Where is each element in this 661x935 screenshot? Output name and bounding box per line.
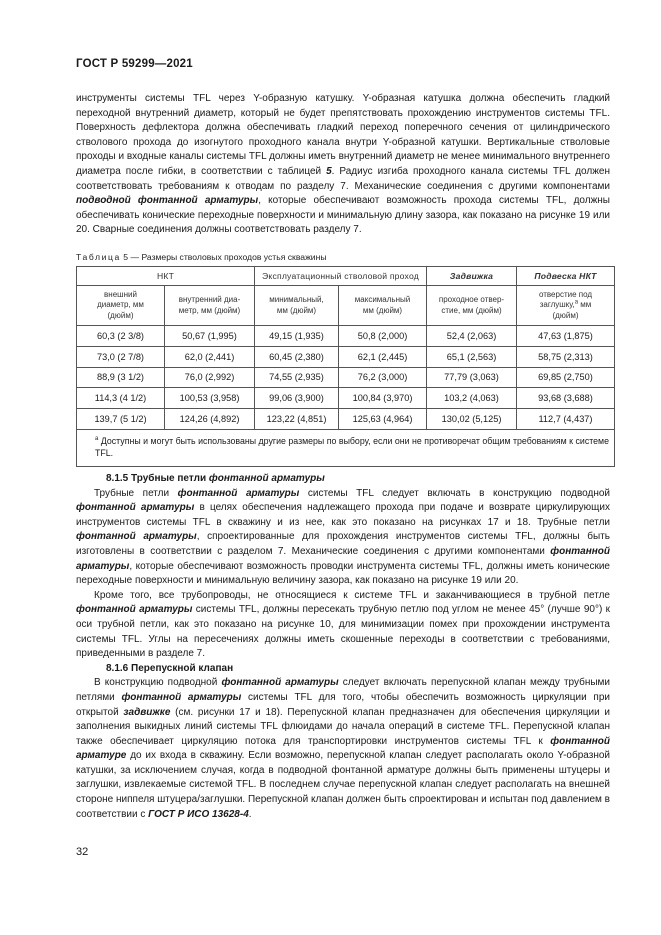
table-cell: 50,8 (2,000)	[339, 326, 427, 347]
footnote-text: Доступны и могут быть использованы другие размеры по выбору, если они не противоречат общим требованиям к системе TFL.	[95, 436, 609, 458]
table-cell: 49,15 (1,935)	[255, 326, 339, 347]
table-footnote-row	[77, 429, 615, 466]
table-cell: 60,3 (2 3/8)	[77, 326, 165, 347]
intro-text-2: . Радиус изгиба проходного канала системы TFL должен соответствовать требованиям к отводам по разделу 7. Механические соединения с другими компонентами	[76, 165, 611, 192]
table-cell: 100,53 (3,958)	[165, 388, 255, 409]
table-row	[77, 346, 615, 367]
section-heading-8-1-6: 8.1.6 Перепускной клапан	[106, 662, 234, 674]
table-reference: 5	[326, 165, 332, 177]
table-cell: 114,3 (4 1/2)	[77, 388, 165, 409]
table-cell: 50,67 (1,995)	[165, 326, 255, 347]
intro-paragraph	[76, 92, 610, 238]
table-5	[76, 266, 615, 467]
table-row	[77, 367, 615, 388]
group-production-bore: Эксплуатационный стволовой проход	[255, 267, 427, 286]
table-cell: 93,68 (3,688)	[517, 388, 615, 409]
table-cell: 73,0 (2 7/8)	[77, 346, 165, 367]
table-cell: 112,7 (4,437)	[517, 409, 615, 430]
table-cell: 52,4 (2,063)	[427, 326, 517, 347]
document-header: ГОСТ Р 59299—2021	[76, 58, 193, 70]
table-caption	[76, 252, 327, 262]
table-cell: 74,55 (2,935)	[255, 367, 339, 388]
page-number: 32	[76, 846, 89, 858]
table-row	[77, 388, 615, 409]
table-cell: 65,1 (2,563)	[427, 346, 517, 367]
table-cell: 62,0 (2,441)	[165, 346, 255, 367]
table-cell: 69,85 (2,750)	[517, 367, 615, 388]
table-cell: 58,75 (2,313)	[517, 346, 615, 367]
table-cell: 123,22 (4,851)	[255, 409, 339, 430]
table-cell: 103,2 (4,063)	[427, 388, 517, 409]
section-heading-8-1-5: 8.1.5 Трубные петли фонтанной арматуры	[106, 473, 325, 484]
col-minimum: минимальный, мм (дюйм)	[255, 286, 339, 326]
table-cell: 62,1 (2,445)	[339, 346, 427, 367]
table-cell: 99,06 (3,900)	[255, 388, 339, 409]
table-cell: 100,84 (3,970)	[339, 388, 427, 409]
table-cell: 124,26 (4,892)	[165, 409, 255, 430]
intro-text-3: , которые обеспечивают возможность прохода системы TFL, должны обеспечивать конические переходные поверхности и минимальную длину зазора, как показано на рисунке 19 или 20. Сварные соединения должны соответствовать разделу 7.	[76, 195, 610, 236]
paragraph: Кроме того, все трубопроводы, не относящиеся к системе TFL и заканчивающиеся в трубной петле фонтанной арматуры системы TFL, должны пересекать трубную петлю под углом не менее 45° (лучше 90°) к оси трубной петли, как это показано на рисунке 10, для минимизации помех при прохождении инструмента системы TFL. Углы на пересечениях должны иметь скошенные переходы в соответствии с требованиями, приведенными в разделе 7.	[76, 589, 611, 660]
table-group-header-row	[77, 267, 615, 286]
caption-text: 5 — Размеры стволовых проходов устья скважины	[120, 252, 327, 262]
table-cell: 88,9 (3 1/2)	[77, 367, 165, 388]
caption-prefix: Таблица	[76, 252, 121, 262]
table-cell: 130,02 (5,125)	[427, 409, 517, 430]
col-inner-diameter: внутренний диа- метр, мм (дюйм)	[165, 286, 255, 326]
col-bore-opening: проходное отвер- стие, мм (дюйм)	[427, 286, 517, 326]
col-outer-diameter: внешний диаметр, мм (дюйм)	[77, 286, 165, 326]
col-maximum: максимальный мм (дюйм)	[339, 286, 427, 326]
intro-text-1: инструменты системы TFL через Y-образную катушку. Y-образная катушка должна обеспечить гладкий переходной внутренний диаметр, который не будет препятствовать прохождению инструментов системы TFL. Поверхность дефлектора должна обеспечивать гладкий переход поперечного сечения от цилиндрического стволового прохода до изогнутого проходного канала внутри Y-образной катушки. Вертикальные стволовые проходы и входные каналы системы TFL должны иметь внутренний диаметр не менее минимального внутреннего диаметра после гибки, в соответствии с таблицей	[76, 93, 610, 177]
group-valve: Задвижка	[427, 267, 517, 286]
group-tubing-hanger: Подвеска НКТ	[517, 267, 615, 286]
paragraph: В конструкцию подводной фонтанной арматуры следует включать перепускной клапан между трубными петлями фонтанной арматуры системы TFL для того, чтобы обеспечить возможность циркуляции при открытой задвижке (см. рисунки 17 и 18). Перепускной клапан предназначен для обеспечения циркуляции и заполнения выкидных линий системы TFL флюидами до начала операций в системе TFL. Перепускной клапан также обеспечивает циркуляцию потока для транспортировки инструментов системы TFL к фонтанной арматуре до их входа в скважину. Если возможно, перепускной клапан следует располагать около Y-образной катушки, за исключением случая, когда в подводной фонтанной арматуре должны быть применены штуцеры и заглушки, извлекаемые системой TFL. В последнем случае перепускной клапан следует располагать на внешней стороне ниппеля штуцера/заглушки. Перепускной клапан должен быть спроектирован и испытан под давлением в соответствии с ГОСТ Р ИСО 13628-4.	[76, 677, 611, 820]
table-cell: 60,45 (2,380)	[255, 346, 339, 367]
table-footnote	[77, 429, 615, 466]
table-row	[77, 326, 615, 347]
table-subheader-row	[77, 286, 615, 326]
group-nkt: НКТ	[77, 267, 255, 286]
table-cell: 76,2 (3,000)	[339, 367, 427, 388]
table-cell: 76,0 (2,992)	[165, 367, 255, 388]
section-8-1-5	[76, 472, 610, 822]
col-plug-opening: отверстие под заглушку,$^а$ мм (дюйм)	[517, 286, 615, 326]
table-cell: 125,63 (4,964)	[339, 409, 427, 430]
table-cell: 77,79 (3,063)	[427, 367, 517, 388]
table-cell: 47,63 (1,875)	[517, 326, 615, 347]
table-cell: 139,7 (5 1/2)	[77, 409, 165, 430]
term-emphasis: подводной фонтанной арматуры	[76, 195, 259, 207]
paragraph: Трубные петли фонтанной арматуры системы TFL следует включать в конструкцию подводной фонтанной арматуры в целях обеспечения надлежащего прохода при подаче и возврате циркулирующих инструментов системы TFL в скважину и из нее, как это показано на рисунках 17 и 18. Трубные петли фонтанной арматуры, спроектированные для прохождения инструментов системы TFL, должны быть изготовлены в соответствии с разделом 7. Механические соединения с другими компонентами фонтанной арматуры, которые обеспечивают возможность проводки инструмента системы TFL, должны иметь конические переходные поверхности и минимальную величину зазора, как показано на рисунке 19 или 20.	[76, 487, 611, 587]
table-row	[77, 409, 615, 430]
footnote-marker: а	[95, 436, 99, 443]
